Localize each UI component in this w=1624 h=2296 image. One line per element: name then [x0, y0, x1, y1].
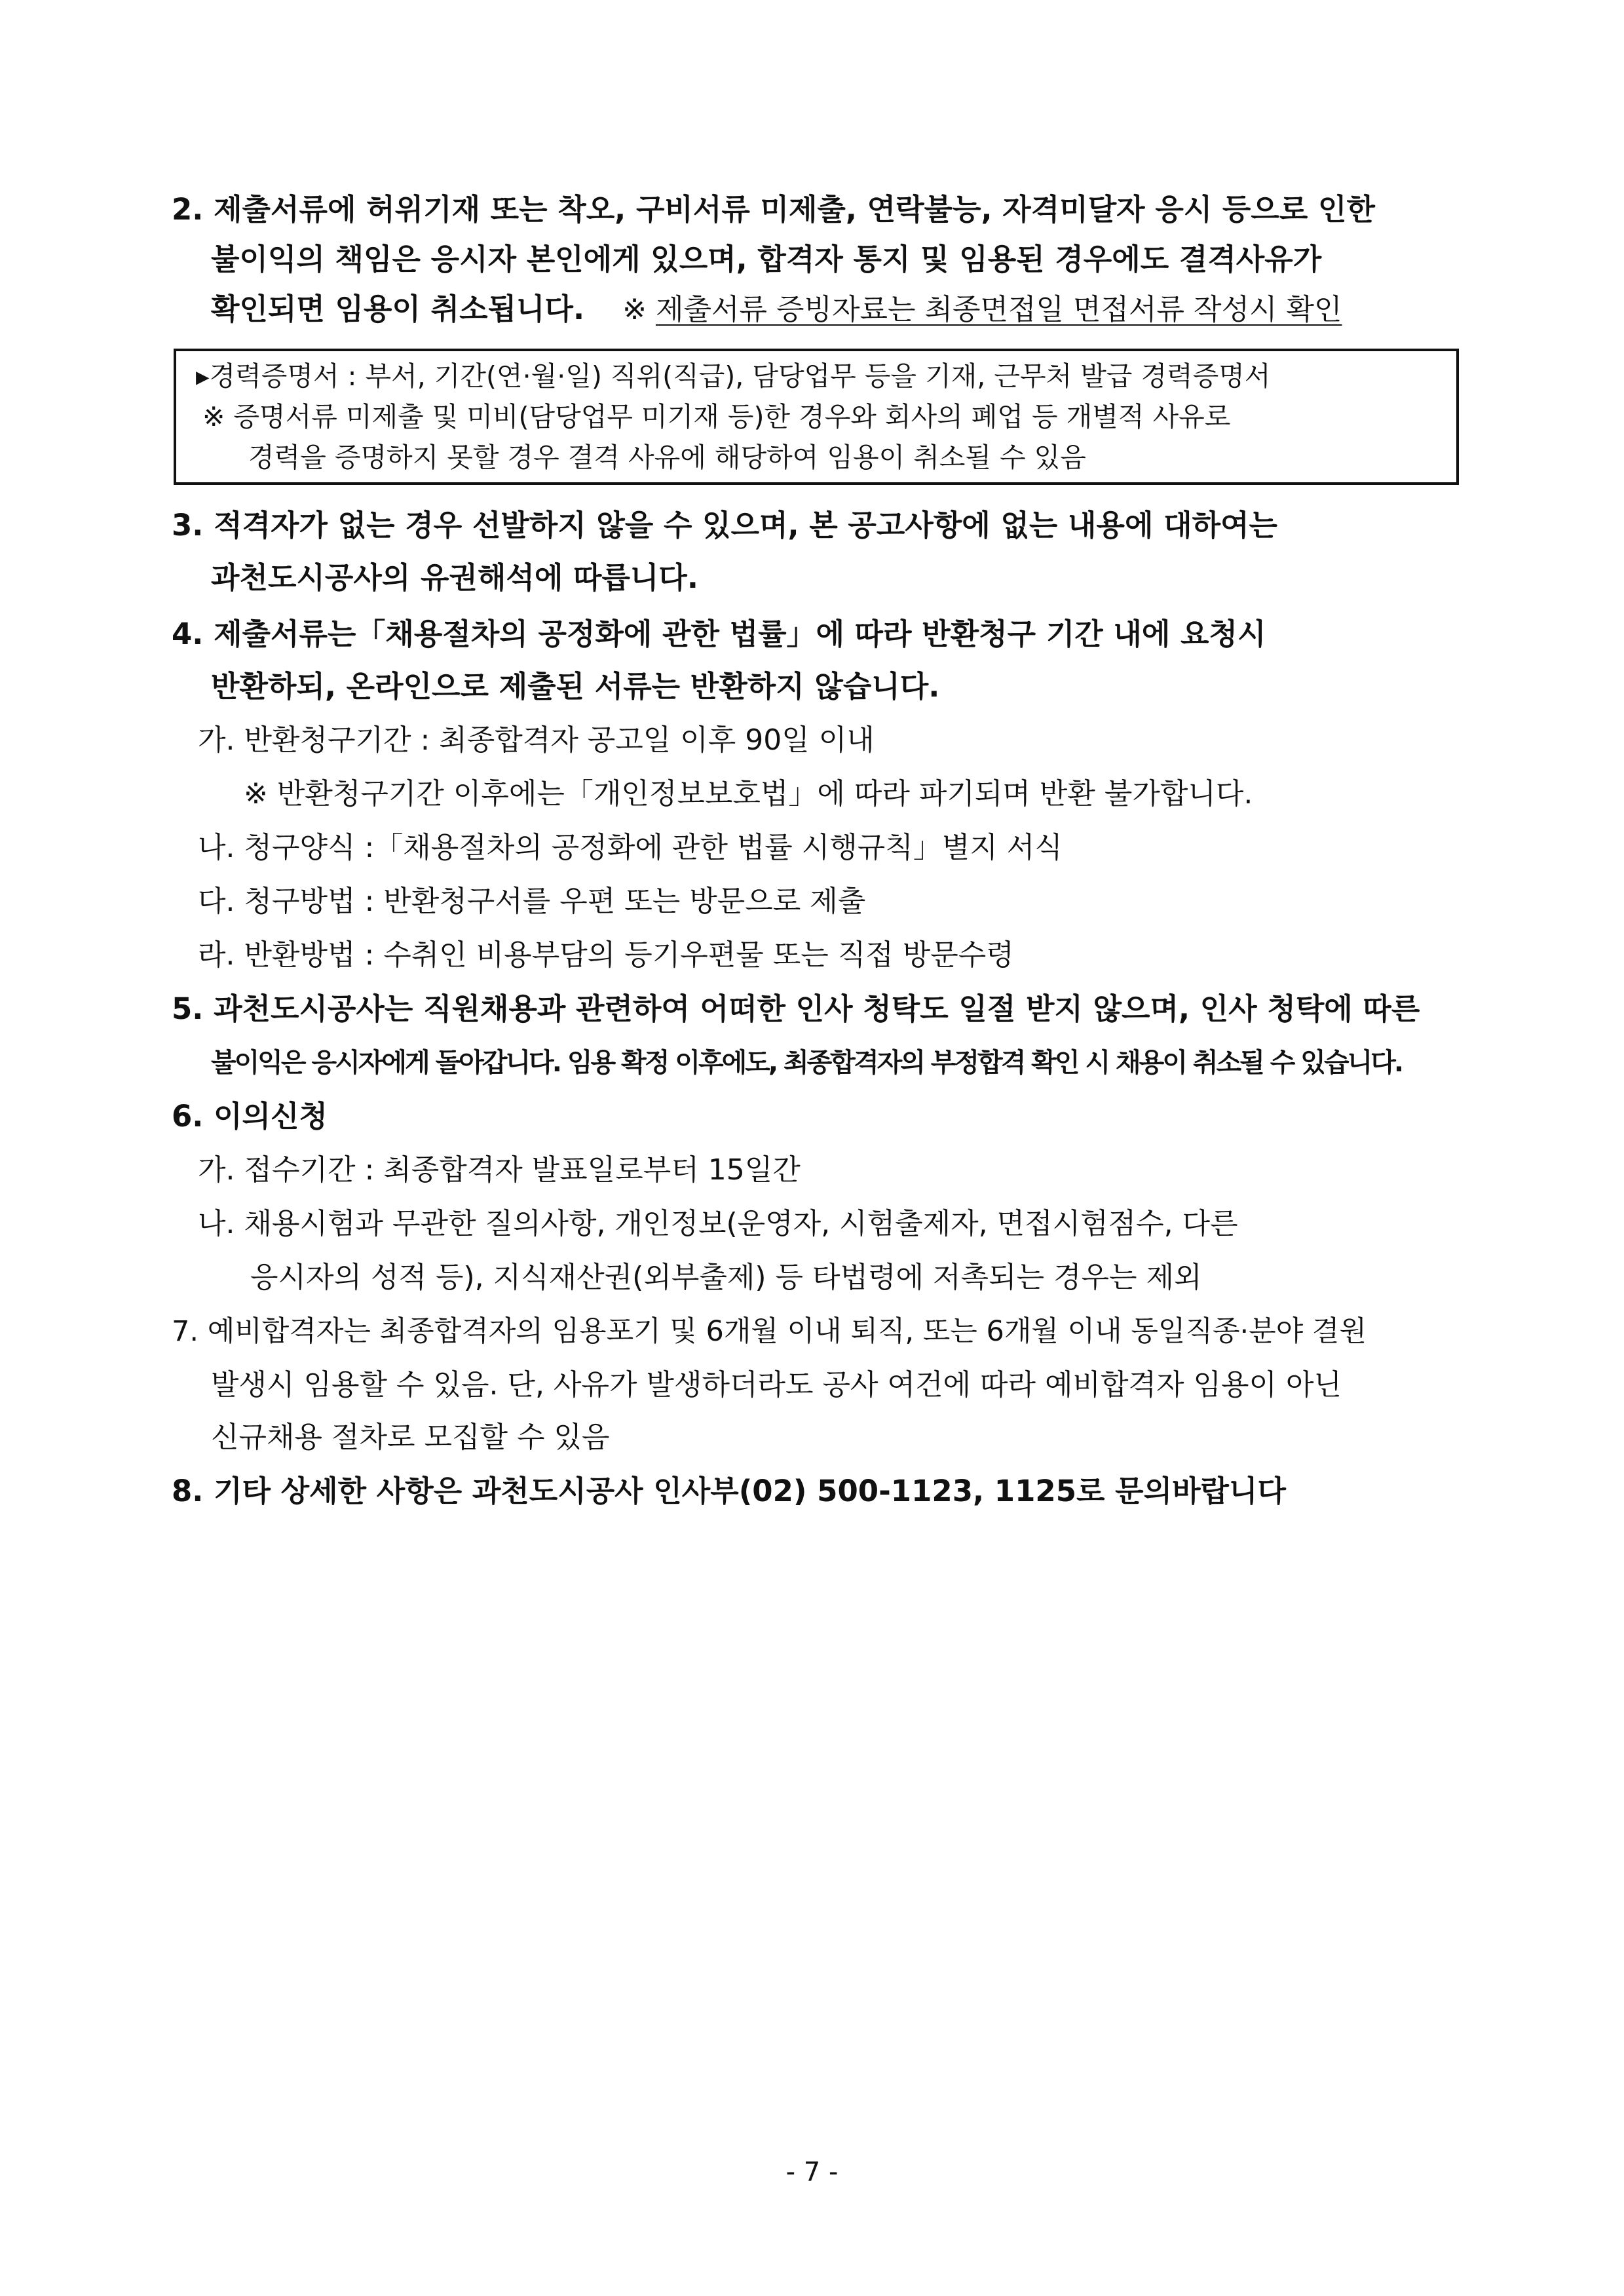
- item4-sub-da: 다. 청구방법 : 반환청구서를 우편 또는 방문으로 제출: [198, 885, 866, 918]
- item4-line2: 반환하되, 온라인으로 제출된 서류는 반환하지 않습니다.: [211, 669, 940, 704]
- item4-sub-ga-note: ※ 반환청구기간 이후에는「개인정보보호법」에 따라 파기되며 반환 불가합니다.: [244, 777, 1253, 811]
- notice-box-line2: ※ 증명서류 미제출 및 미비(담당업무 미기재 등)한 경우와 회사의 폐업 등 개별적 사유로: [202, 401, 1231, 432]
- item8-line1: 8. 기타 상세한 사항은 과천도시공사 인사부(02) 500-1123, 1125로 문의바랍니다: [172, 1474, 1286, 1508]
- item4-line1: 4. 제출서류는「채용절차의 공정화에 관한 법률」에 따라 반환청구 기간 내에 요청시: [172, 617, 1266, 651]
- item2-line1: 2. 제출서류에 허위기재 또는 착오, 구비서류 미제출, 연락불능, 자격미달자 응시 등으로 인한: [172, 192, 1375, 227]
- item3-line1: 3. 적격자가 없는 경우 선발하지 않을 수 있으며, 본 공고사항에 없는 내용에 대하여는: [172, 508, 1278, 543]
- item3-line2: 과천도시공사의 유권해석에 따릅니다.: [211, 560, 698, 595]
- item6-sub-na-line1: 나. 채용시험과 무관한 질의사항, 개인정보(운영자, 시험출제자, 면접시험점수, 다른: [198, 1207, 1238, 1240]
- item5-line1: 5. 과천도시공사는 직원채용과 관련하여 어떠한 인사 청탁도 일절 받지 않으며, 인사 청탁에 따른: [172, 991, 1420, 1026]
- notice-box: [174, 349, 1459, 485]
- item2-line3: [211, 290, 1342, 330]
- item4-sub-ga: 가. 반환청구기간 : 최종합격자 공고일 이후 90일 이내: [198, 723, 875, 757]
- item7-line1: 7. 예비합격자는 최종합격자의 임용포기 및 6개월 이내 퇴직, 또는 6개월 이내 동일직종·분야 결원: [172, 1315, 1367, 1348]
- item6-sub-na-line2: 응시자의 성적 등), 지식재산권(외부출제) 등 타법령에 저촉되는 경우는 제외: [250, 1261, 1202, 1294]
- item7-line2: 발생시 임용할 수 있음. 단, 사유가 발생하더라도 공사 여건에 따라 예비합격자 임용이 아닌: [211, 1368, 1342, 1402]
- item2-line3-bold: 확인되면 임용이 취소됩니다.: [211, 292, 585, 326]
- item4-sub-ra: 라. 반환방법 : 수취인 비용부담의 등기우편물 또는 직접 방문수령: [198, 938, 1014, 972]
- notice-box-line3: 경력을 증명하지 못할 경우 결격 사유에 해당하여 임용이 취소될 수 있음: [248, 442, 1086, 473]
- item5-line2: 불이익은 응시자에게 돌아갑니다. 임용 확정 이후에도, 최종합격자의 부정합격 확인 시 채용이 취소될 수 있습니다.: [211, 1048, 1403, 1078]
- item2-line2: 불이익의 책임은 응시자 본인에게 있으며, 합격자 통지 및 임용된 경우에도 결격사유가: [211, 242, 1322, 277]
- item6-title: 6. 이의신청: [172, 1099, 328, 1134]
- page-number: - 7 -: [785, 2157, 839, 2187]
- item2-note-mark: ※: [622, 293, 647, 326]
- notice-box-line1: ▸경력증명서 : 부서, 기간(연·월·일) 직위(직급), 담당업무 등을 기재, 근무처 발급 경력증명서: [196, 360, 1271, 392]
- item4-sub-na: 나. 청구양식 :「채용절차의 공정화에 관한 법률 시행규칙」별지 서식: [198, 831, 1063, 864]
- item7-line3: 신규채용 절차로 모집할 수 있음: [211, 1421, 610, 1454]
- item2-note: 제출서류 증빙자료는 최종면접일 면접서류 작성시 확인: [655, 293, 1342, 326]
- item6-sub-ga: 가. 접수기간 : 최종합격자 발표일로부터 15일간: [198, 1153, 801, 1187]
